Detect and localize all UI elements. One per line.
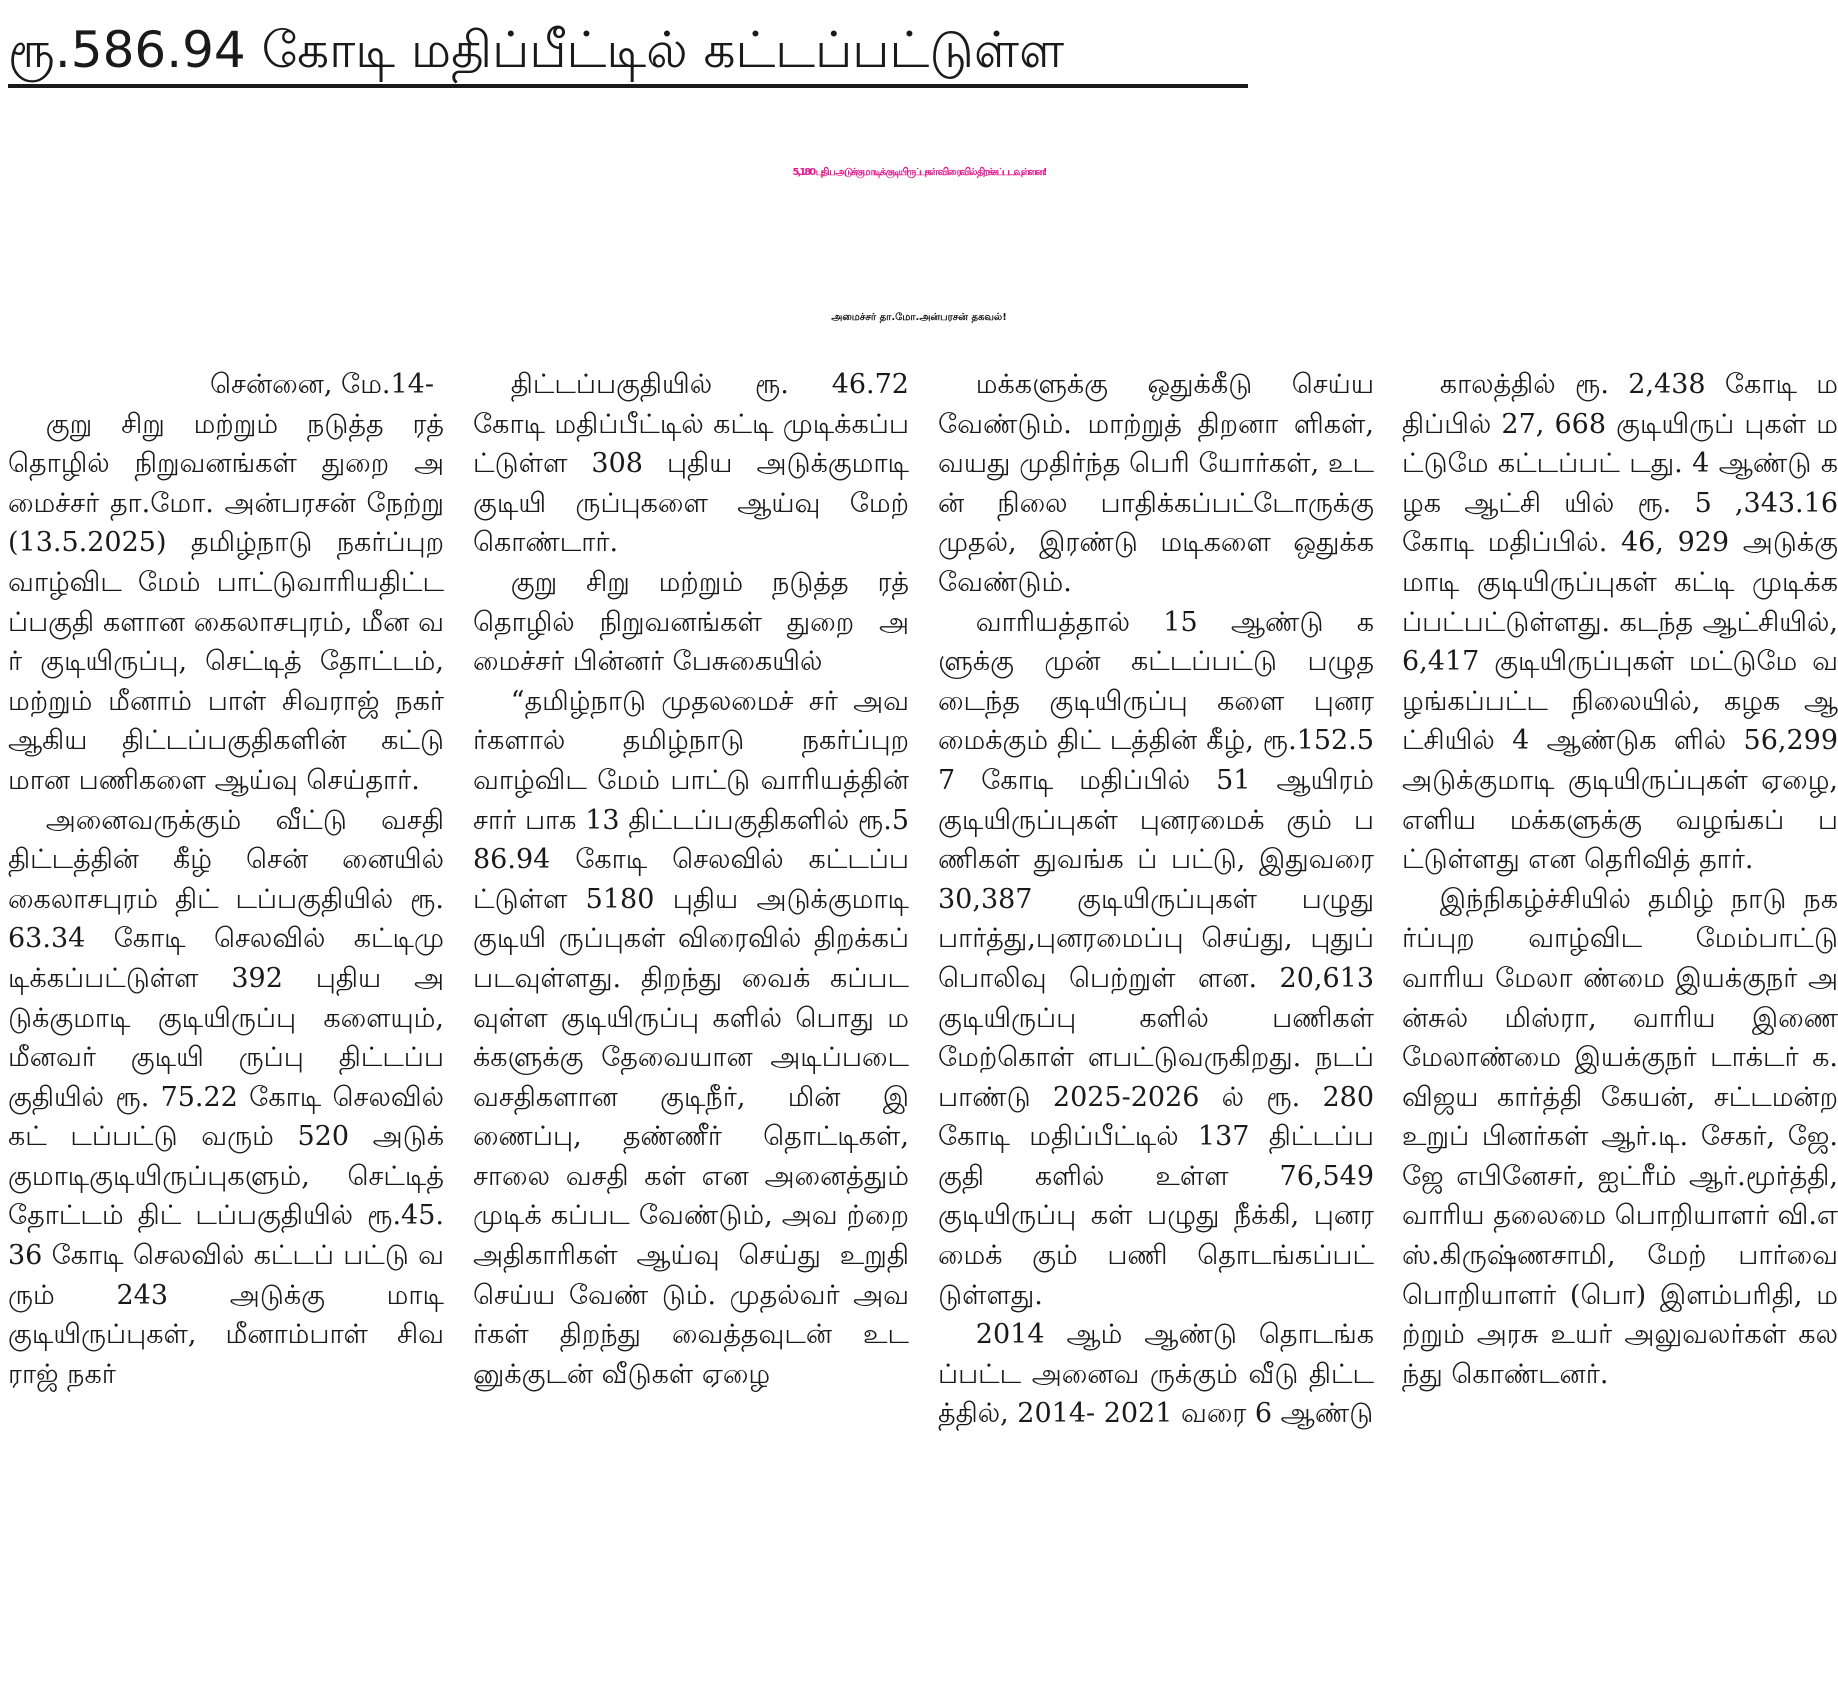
body-paragraph: மக்களுக்கு ஒதுக்கீடு செய்ய வேண்டும். மாற்றுத் திறனா ளிகள், வயது முதிர்ந்த பெரி யோர்கள், உடன் நிலை பாதிக்கப்பட்டோருக்கு முதல், இரண்டு மடிகளை ஒதுக்க வேண்டும். [938, 369, 1374, 598]
body-paragraph: அனைவருக்கும் வீட்டு வசதி திட்டத்தின் கீழ் சென் னையில் கைலாசபுரம் திட் டப்பகுதியில் ரூ. 63.34 கோடி செலவில் கட்டிமு டிக்கப்பட்டுள்ள 392 புதிய அடுக்குமாடி குடியிருப்பு களையும், மீனவர் குடியி ருப்பு திட்டப்பகுதியில் ரூ. 75.22 கோடி செலவில் கட் டப்பட்டு வரும் 520 அடுக் குமாடிகுடியிருப்புகளும், செட்டித் தோட்டம் திட் டப்பகுதியில் ரூ.45.36 கோடி செலவில் கட்டப் பட்டு வரும் 243 அடுக்கு மாடி குடியிருப்புகள், மீனாம்பாள் சிவராஜ் நகர் [8, 804, 444, 1390]
dateline: சென்னை, மே.14- [209, 369, 434, 400]
body-paragraph: “தமிழ்நாடு முதலமைச் சர் அவர்களால் தமிழ்நாடு நகர்ப்புற வாழ்விட மேம் பாட்டு வாரியத்தின் சார் பாக 13 திட்டப்பகுதிகளில் ரூ.586.94 கோடி செலவில் கட்டப்பட்டுள்ள 5180 புதிய அடுக்குமாடி குடியி ருப்புகள் விரைவில் திறக்கப் படவுள்ளது. திறந்து வைக் கப்படவுள்ள குடியிருப்பு களில் பொது மக்களுக்கு தேவையான அடிப்படை வசதிகளான குடிநீர், மின் இணைப்பு, தண்ணீர் தொட்டிகள், சாலை வசதி கள் என அனைத்தும் முடிக் கப்பட வேண்டும், அவ ற்றை அதிகாரிகள் ஆய்வு செய்து உறுதி செய்ய வேண் டும். முதல்வர் அவர்கள் திறந்து வைத்தவுடன் உட னுக்குடன் வீடுகள் ஏழை [473, 685, 909, 1390]
body-paragraph: காலத்தில் ரூ. 2,438 கோடி மதிப்பில் 27, 668 குடியிருப் புகள் மட்டுமே கட்டப்பட் டது. 4 ஆண்டு கழக ஆட்சி யில் ரூ. 5 ,343.16 கோடி மதிப்பில். 46, 929 அடுக்கு மாடி குடியிருப்புகள் கட்டி முடிக்கப்பட்பட்டுள்ளது. கடந்த ஆட்சியில், 6,417 குடியிருப்புகள் மட்டுமே வழங்கப்பட்ட நிலையில், கழக ஆட்சியில் 4 ஆண்டுக ளில் 56,299 அடுக்குமாடி குடியிருப்புகள் ஏழை, எளிய மக்களுக்கு வழங்கப் பட்டுள்ளது என தெரிவித் தார். [1402, 369, 1838, 876]
body-paragraph: குறு சிறு மற்றும் நடுத்த ரத் தொழில் நிறுவனங்கள் துறை அமைச்சர் தா.மோ. அன்பரசன் நேற்று (13.5.2025) தமிழ்நாடு நகர்ப்புற வாழ்விட மேம் பாட்டுவாரியதிட்டப்பகுதி களான கைலாசபுரம், மீன வர் குடியிருப்பு, செட்டித் தோட்டம், மற்றும் மீனாம் பாள் சிவராஜ் நகர் ஆகிய திட்டப்பகுதிகளின் கட்டு மான பணிகளை ஆய்வு செய்தார். [8, 408, 444, 796]
body-paragraph: 2014 ஆம் ஆண்டு தொடங்கப்பட்ட அனைவ ருக்கும் வீடு திட்டத்தில், 2014- 2021 வரை 6 ஆண்டு [938, 1319, 1374, 1430]
subheadline: அமைச்சர் தா.மோ.அன்பரசன் தகவல்! [831, 312, 1007, 323]
body-paragraph: இந்நிகழ்ச்சியில் தமிழ் நாடு நகர்ப்புற வாழ்விட மேம்பாட்டு வாரிய மேலா ண்மை இயக்குநர் அன்சுல் மிஸ்ரா, வாரிய இணை மேலாண்மை இயக்குநர் டாக்டர் க.விஜய கார்த்தி கேயன், சட்டமன்ற உறுப் பினர்கள் ஆர்.டி. சேகர், ஜே.ஜே எபினேசர், ஐட்ரீம் ஆர்.மூர்த்தி, வாரிய தலைமை பொறியாளர் வி.எஸ்.கிருஷ்ணசாமி, மேற் பார்வை பொறியாளர் (பொ) இளம்பரிதி, மற்றும் அரசு உயர் அலுவலர்கள் கலந்து கொண்டனர். [1402, 883, 1838, 1390]
kicker-line: ரூ.586.94 கோடி மதிப்பீட்டில் கட்டப்பட்டுள்ள [8, 21, 1065, 79]
body-paragraph: திட்டப்பகுதியில் ரூ. 46.72 கோடி மதிப்பீட்டில் கட்டி முடிக்கப்பட்டுள்ள 308 புதிய அடுக்குமாடி குடியி ருப்புகளை ஆய்வு மேற் கொண்டார். [473, 369, 909, 559]
body-paragraph: குறு சிறு மற்றும் நடுத்த ரத் தொழில் நிறுவனங்கள் துறை அமைச்சர் பின்னர் பேசுகையில் [473, 566, 909, 678]
kicker-underline [8, 84, 1248, 88]
article-column-3 [938, 365, 1374, 1695]
article-column-1 [8, 365, 444, 1695]
body-paragraph: வாரியத்தால் 15 ஆண்டு களுக்கு முன் கட்டப்பட்டு பழுதடைந்த குடியிருப்பு களை புனரமைக்கும் திட் டத்தின் கீழ், ரூ.152.57 கோடி மதிப்பில் 51 ஆயிரம் குடியிருப்புகள் புனரமைக் கும் பணிகள் துவங்க ப் பட்டு, இதுவரை 30,387 குடியிருப்புகள் பழுது பார்த்து,புனரமைப்பு செய்து, புதுப் பொலிவு பெற்றுள் ளன. 20,613 குடியிருப்பு களில் பணிகள் மேற்கொள் ளபட்டுவருகிறது. நடப் பாண்டு 2025-2026 ல் ரூ. 280 கோடி மதிப்பீட்டில் 137 திட்டப்பகுதி களில் உள்ள 76,549 குடியிருப்பு கள் பழுது நீக்கி, புனரமைக் கும் பணி தொடங்கப்பட் டுள்ளது. [938, 606, 1374, 1311]
headline: 5,180 புதிய அடுக்குமாடிக் குடியிருப்புகள் விரைவில் திறக்கப்படவுள்ளன! [792, 167, 1046, 178]
article-column-2 [473, 365, 909, 1695]
article-column-4 [1402, 365, 1838, 1695]
